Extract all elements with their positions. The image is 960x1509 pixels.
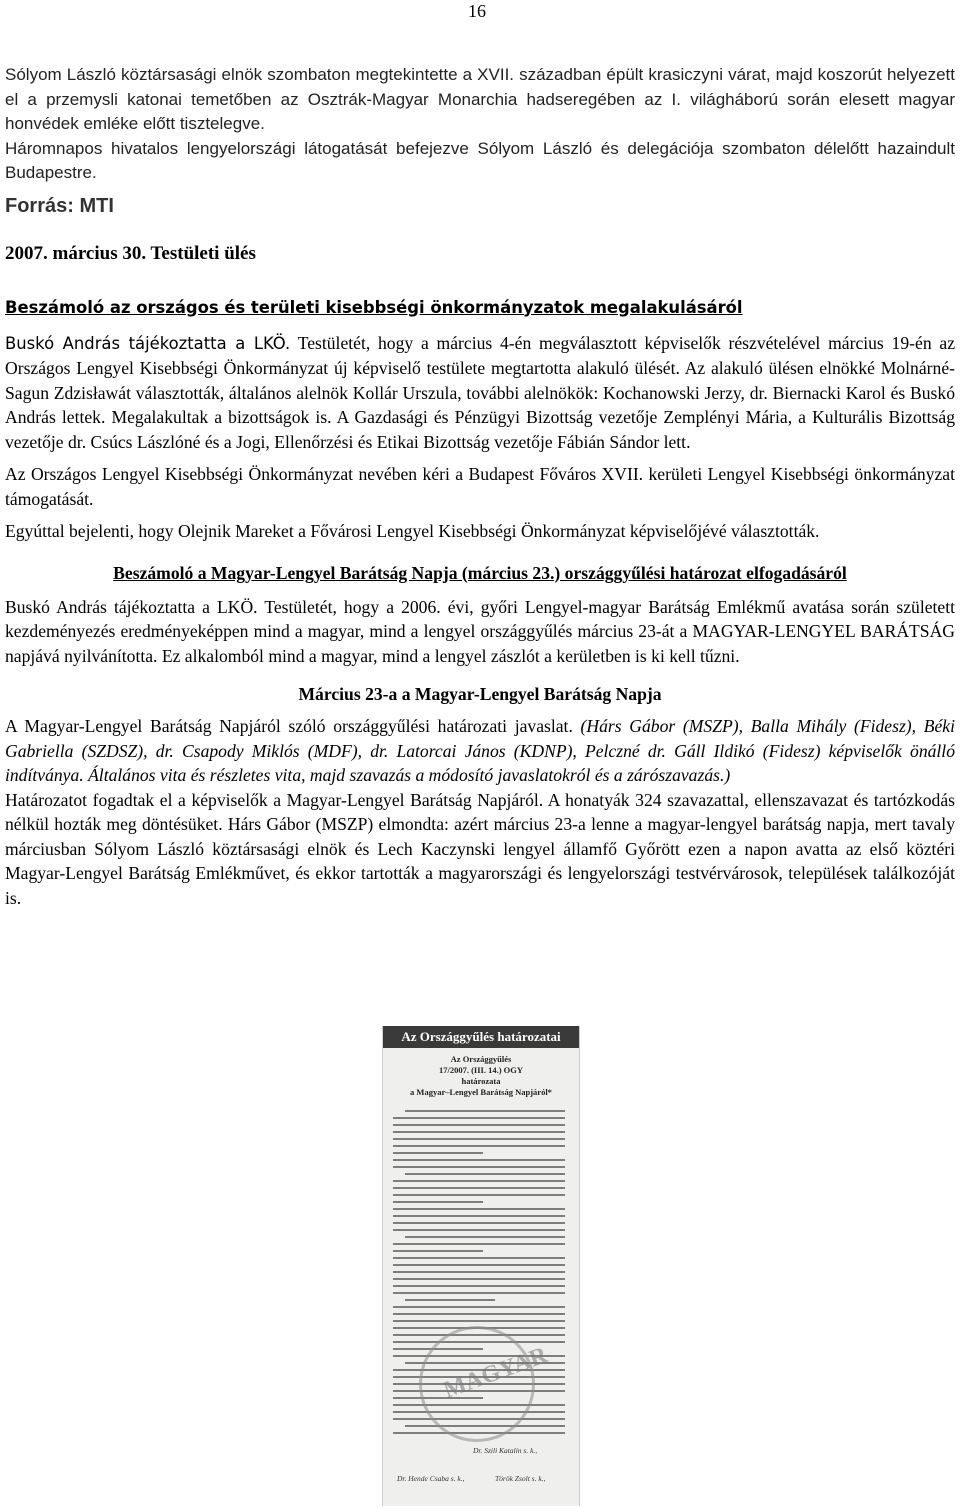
clipping-text-line [405, 1173, 565, 1175]
clipping-text-line [393, 1292, 565, 1294]
clipping-text-line [405, 1110, 565, 1112]
section1-paragraph-3: Egyúttal bejelenti, hogy Olejnik Mareket a Fővárosi Lengyel Kisebbségi Önkormányzat képviselőjévé választották. [5, 521, 820, 541]
clipping-signature-2: Dr. Hende Csaba s. k., [397, 1474, 465, 1483]
section-heading-march-23: Március 23-a a Magyar-Lengyel Barátság Napja [298, 684, 662, 704]
clipping-header-line-4: a Magyar–Lengyel Barátság Napjáról* [410, 1087, 552, 1097]
clipping-text-line [393, 1124, 565, 1126]
clipping-text-line [393, 1278, 565, 1280]
clipping-header-line-1: Az Országgyűlés [450, 1054, 512, 1064]
clipping-header-line-3: határozata [461, 1076, 501, 1086]
document-body [5, 63, 955, 910]
clipping-text-line [393, 1145, 565, 1147]
clipping-text-line [393, 1264, 565, 1266]
clipping-header-line-2: 17/2007. (III. 14.) OGY [438, 1065, 524, 1075]
clipping-signature-3: Török Zsolt s. k., [495, 1474, 546, 1483]
clipping-text-line [393, 1166, 565, 1168]
meeting-date-heading: 2007. március 30. Testületi ülés [5, 242, 256, 264]
section3-paragraph-1 [5, 714, 955, 788]
article-paragraph-2: Háromnapos hivatalos lengyelországi látogatását befejezve Sólyom László és delegációja szombaton délelőtt hazaindult Budapestre. [5, 138, 955, 182]
clipping-text-line [393, 1313, 565, 1315]
clipping-text-line [393, 1208, 565, 1210]
clipping-text-line [393, 1215, 565, 1217]
clipping-signature-1: Dr. Szili Katalin s. k., [473, 1446, 538, 1455]
section1-paragraph-1 [5, 331, 955, 455]
section3-paragraph-1-italic: (Hárs Gábor (MSZP), Balla Mihály (Fidesz), Béki Gabriella (SZDSZ), dr. Csapody Miklós (MDF), dr. Latorcai János (KDNP), Pelczné dr. Gáll Ildikó (Fidesz) képviselők önálló indítványa. Általános vita és részletes vita, majd szavazás a módosító javaslatokról és a zárószavazás.) [5, 716, 955, 785]
stamp-watermark: MAGYAR [403, 1310, 552, 1459]
page-number: 16 [468, 1, 486, 21]
clipping-text-line [393, 1229, 565, 1231]
clipping-text-line [393, 1257, 565, 1259]
clipping-text-line [393, 1152, 483, 1154]
clipping-text-line [393, 1306, 565, 1308]
section3-paragraph-2: Határozatot fogadtak el a képviselők a Magyar-Lengyel Barátság Napjáról. A honatyák 324 szavazattal, ellenszavazat és tartózkodás nélkül hozták meg döntésüket. Hárs Gábor (MSZP) elmondta: azért március 23-a lenne a magyar-lengyel barátság napja, mert tavaly márciusban Sólyom László köztársasági elnök és Lech Kaczynski lengyel államfő Győrött ezen a napon avatta az első köztéri Magyar-Lengyel Barátság Emlékművet, és ekkor tartották a magyarországi és lengyelországi testvérvárosok, települések találkozóját is. [5, 789, 955, 908]
clipping-text-line [393, 1243, 565, 1245]
clipping-text-line [393, 1187, 565, 1189]
clipping-text-line [393, 1285, 565, 1287]
clipping-text-line [405, 1236, 565, 1238]
section3-paragraph-1-lead: A Magyar-Lengyel Barátság Napjáról szóló országgyűlési határozati javaslat. [5, 716, 573, 736]
article-paragraph-1: Sólyom László köztársasági elnök szombaton megtekintette a XVII. században épült krasiczyni várat, majd koszorút helyezett el a przemysli katonai temetőben az Osztrák-Magyar Monarchia hadseregében az I. világháború során elesett magyar honvédek emléke előtt tisztelegve. [5, 65, 955, 133]
clipping-text-line [393, 1180, 565, 1182]
newspaper-clipping-image [382, 1026, 580, 1506]
clipping-text-line [393, 1117, 565, 1119]
clipping-text-line [393, 1159, 565, 1161]
clipping-text-line [393, 1271, 565, 1273]
section-heading-friendship-day: Beszámoló a Magyar-Lengyel Barátság Napja (március 23.) országgyűlési határozat elfogadásáról [113, 562, 847, 583]
clipping-header [383, 1054, 579, 1098]
clipping-text-line [393, 1222, 565, 1224]
section1-paragraph-1-lead: Buskó András tájékoztatta a LKÖ. [5, 333, 291, 353]
clipping-text-line [393, 1194, 565, 1196]
source-line: Forrás: MTI [5, 194, 114, 217]
clipping-text-line [393, 1131, 565, 1133]
clipping-text-line [393, 1320, 565, 1322]
section-heading-minority-governments: Beszámoló az országos és területi kisebbségi önkormányzatok megalakulásáról [5, 297, 743, 317]
clipping-text-line [393, 1250, 483, 1252]
clipping-banner: Az Országgyűlés határozatai [383, 1026, 579, 1048]
section1-paragraph-1-body: Testületét, hogy a március 4-én megválasztott képviselők részvételével március 19-én az Országos Lengyel Kisebbségi Önkormányzat új képviselő testülete megtartotta alakuló ülését. Az alakuló ülésen elnökké Molnárné-Sagun Zdzisławát választották, általános alelnök Kollár Urszula, további alelnökök: Kochanowski Jerzy, dr. Biernacki Karol és Buskó András lettek. Megalakultak a bizottságok is. A Gazdasági és Pénzügyi Bizottság vezetője Zemplényi Mária, a Kulturális Bizottság vezetője dr. Csúcs Lászlóné és a Jogi, Ellenőrzési és Etikai Bizottság vezetője Fábián Sándor lett. [5, 332, 955, 452]
section1-paragraph-2: Az Országos Lengyel Kisebbségi Önkormányzat nevében kéri a Budapest Főváros XVII. kerületi Lengyel Kisebbségi önkormányzat támogatását. [5, 464, 955, 509]
clipping-text-line [405, 1299, 495, 1301]
section2-paragraph-1: Buskó András tájékoztatta a LKÖ. Testületét, hogy a 2006. évi, győri Lengyel-magyar Barátság Emlékmű avatása során született kezdeményezés eredményeképpen mind a magyar, mind a lengyel országgyűlés március 23-át a MAGYAR-LENGYEL BARÁTSÁG napjává nyilvánította. Ez alkalomból mind a magyar, mind a lengyel zászlót a kerületben is ki kell tűzni. [5, 596, 955, 666]
clipping-text-line [393, 1201, 483, 1203]
clipping-text-line [393, 1138, 565, 1140]
